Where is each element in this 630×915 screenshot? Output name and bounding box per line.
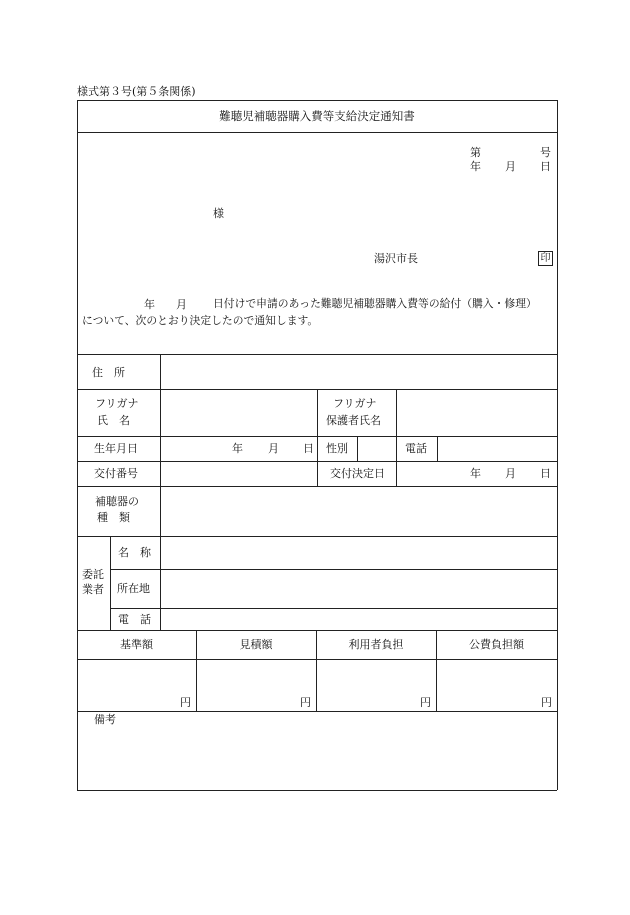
guardian-name-label: 保護者氏名	[326, 414, 381, 427]
contractor-location-label: 所在地	[117, 582, 150, 595]
yen-unit: 円	[541, 696, 552, 709]
furigana-label: フリガナ	[95, 397, 139, 410]
yen-unit: 円	[180, 696, 191, 709]
date-tsuki: 月	[505, 160, 516, 173]
decision-hi: 日	[540, 467, 551, 480]
birth-hi: 日	[303, 442, 314, 455]
contractor-label-2: 業者	[82, 583, 104, 596]
amount-header-standard: 基準額	[120, 638, 153, 651]
address-label: 住 所	[92, 366, 125, 379]
addressee-sama: 様	[213, 207, 224, 220]
birth-label: 生年月日	[94, 442, 138, 455]
contractor-name-label: 名 称	[118, 546, 151, 559]
date-hi: 日	[540, 160, 551, 173]
guardian-furigana-label: フリガナ	[333, 397, 377, 410]
remarks-label: 備考	[94, 713, 116, 726]
amount-header-public-burden: 公費負担額	[469, 638, 524, 651]
name-label: 氏 名	[97, 414, 130, 427]
device-type-label-1: 補聴器の	[95, 495, 139, 508]
yen-unit: 円	[300, 696, 311, 709]
decision-date-label: 交付決定日	[330, 467, 385, 480]
notice-nen: 年	[144, 298, 155, 311]
form-number: 様式第３号(第５条関係)	[77, 85, 196, 98]
notice-tsuki: 月	[176, 298, 187, 311]
yen-unit: 円	[420, 696, 431, 709]
seal-mark: 印	[538, 251, 553, 266]
issue-number-label: 交付番号	[94, 467, 138, 480]
number-go: 号	[540, 146, 551, 159]
amount-header-estimate: 見積額	[239, 638, 273, 651]
amount-header-user-burden: 利用者負担	[348, 638, 404, 651]
document-title: 難聴児補聴器購入費等支給決定通知書	[219, 109, 415, 123]
phone-label: 電話	[405, 442, 427, 455]
issuer-name: 湯沢市長	[374, 252, 418, 265]
decision-tsuki: 月	[505, 467, 516, 480]
contractor-label-1: 委託	[82, 568, 104, 581]
device-type-label-2: 種 類	[97, 511, 130, 524]
date-nen: 年	[470, 160, 481, 173]
birth-tsuki: 月	[268, 442, 279, 455]
number-dai: 第	[470, 146, 481, 159]
sex-label: 性別	[326, 442, 348, 455]
contractor-phone-label: 電 話	[118, 613, 151, 626]
notice-line-1: 日付けで申請のあった難聴児補聴器購入費等の給付（購入・修理）	[213, 297, 537, 310]
notice-line-2: について、次のとおり決定したので通知します。	[82, 314, 319, 327]
birth-nen: 年	[232, 442, 243, 455]
decision-nen: 年	[470, 467, 481, 480]
